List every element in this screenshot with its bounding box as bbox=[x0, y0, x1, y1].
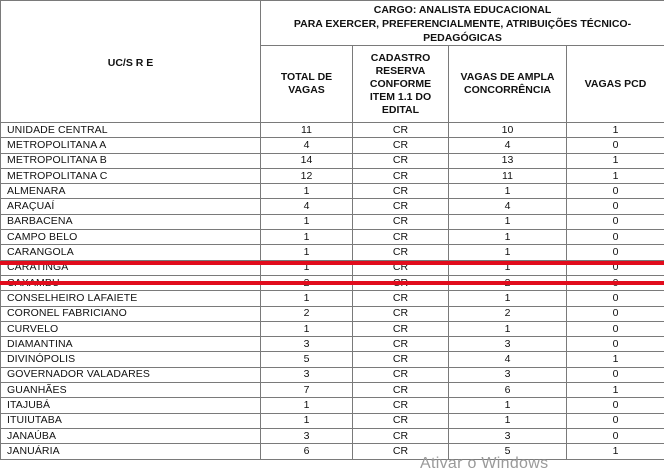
ampla-concorrencia-cell: 1 bbox=[449, 321, 567, 336]
total-vagas-cell: 2 bbox=[261, 275, 353, 290]
vagas-pcd-cell: 0 bbox=[567, 428, 664, 443]
vagas-pcd-cell: 0 bbox=[567, 367, 664, 382]
cadastro-reserva-cell: CR bbox=[353, 245, 449, 260]
cadastro-reserva-cell: CR bbox=[353, 428, 449, 443]
table-row bbox=[1, 428, 664, 443]
table-row bbox=[1, 275, 664, 290]
table-row bbox=[1, 138, 664, 153]
total-vagas-cell: 3 bbox=[261, 428, 353, 443]
cadastro-reserva-cell: CR bbox=[353, 275, 449, 290]
vagas-pcd-cell: 0 bbox=[567, 275, 664, 290]
total-vagas-cell: 2 bbox=[261, 306, 353, 321]
cargo-header bbox=[261, 1, 664, 46]
unit-name-cell: CURVELO bbox=[1, 321, 261, 336]
total-vagas-cell: 12 bbox=[261, 168, 353, 183]
unit-name-cell: GUANHÃES bbox=[1, 383, 261, 398]
cadastro-reserva-cell: CR bbox=[353, 383, 449, 398]
ampla-concorrencia-cell: 4 bbox=[449, 199, 567, 214]
unit-name-cell: METROPOLITANA B bbox=[1, 153, 261, 168]
ampla-concorrencia-cell: 1 bbox=[449, 413, 567, 428]
cadastro-reserva-cell: CR bbox=[353, 123, 449, 138]
cadastro-reserva-cell: CR bbox=[353, 184, 449, 199]
cadastro-reserva-header: CADASTRO RESERVA CONFORME ITEM 1.1 DO EDITAL bbox=[353, 46, 449, 123]
ampla-concorrencia-cell: 6 bbox=[449, 383, 567, 398]
cadastro-reserva-cell: CR bbox=[353, 413, 449, 428]
ampla-concorrencia-cell: 2 bbox=[449, 275, 567, 290]
ampla-concorrencia-cell: 1 bbox=[449, 230, 567, 245]
table-row bbox=[1, 184, 664, 199]
cadastro-reserva-cell: CR bbox=[353, 367, 449, 382]
table-row bbox=[1, 123, 664, 138]
total-vagas-cell: 7 bbox=[261, 383, 353, 398]
unit-name-cell: ALMENARA bbox=[1, 184, 261, 199]
cadastro-reserva-cell: CR bbox=[353, 168, 449, 183]
unit-name-cell: METROPOLITANA A bbox=[1, 138, 261, 153]
unit-name-cell: DIVINÓPOLIS bbox=[1, 352, 261, 367]
ampla-concorrencia-header: VAGAS DE AMPLA CONCORRÊNCIA bbox=[449, 46, 567, 123]
unit-name-cell: CAXAMBU bbox=[1, 275, 261, 290]
total-vagas-cell: 5 bbox=[261, 352, 353, 367]
table-row bbox=[1, 444, 664, 459]
table-body bbox=[1, 123, 664, 460]
vagas-pcd-cell: 0 bbox=[567, 230, 664, 245]
unit-name-cell: METROPOLITANA C bbox=[1, 168, 261, 183]
ampla-concorrencia-cell: 4 bbox=[449, 352, 567, 367]
total-vagas-cell: 3 bbox=[261, 337, 353, 352]
table-row bbox=[1, 291, 664, 306]
cadastro-reserva-cell: CR bbox=[353, 444, 449, 459]
table-row bbox=[1, 306, 664, 321]
table-row bbox=[1, 245, 664, 260]
unit-name-cell: CORONEL FABRICIANO bbox=[1, 306, 261, 321]
vagas-pcd-cell: 0 bbox=[567, 337, 664, 352]
total-vagas-cell: 1 bbox=[261, 413, 353, 428]
table-row bbox=[1, 168, 664, 183]
vagas-pcd-cell: 0 bbox=[567, 199, 664, 214]
vagas-pcd-cell: 0 bbox=[567, 321, 664, 336]
cadastro-reserva-cell: CR bbox=[353, 352, 449, 367]
total-vagas-cell: 6 bbox=[261, 444, 353, 459]
total-vagas-cell: 1 bbox=[261, 184, 353, 199]
cadastro-reserva-cell: CR bbox=[353, 214, 449, 229]
vagas-pcd-cell: 1 bbox=[567, 153, 664, 168]
unit-name-cell: BARBACENA bbox=[1, 214, 261, 229]
windows-activation-watermark: Ativar o Windows bbox=[420, 455, 548, 473]
table-row bbox=[1, 260, 664, 275]
total-vagas-cell: 1 bbox=[261, 321, 353, 336]
vagas-pcd-cell: 0 bbox=[567, 398, 664, 413]
total-vagas-cell: 1 bbox=[261, 291, 353, 306]
table-row bbox=[1, 337, 664, 352]
ampla-concorrencia-cell: 5 bbox=[449, 444, 567, 459]
vagas-pcd-cell: 0 bbox=[567, 245, 664, 260]
table-row bbox=[1, 199, 664, 214]
unit-name-cell: CONSELHEIRO LAFAIETE bbox=[1, 291, 261, 306]
vagas-pcd-cell: 0 bbox=[567, 184, 664, 199]
unit-name-cell: UNIDADE CENTRAL bbox=[1, 123, 261, 138]
vagas-pcd-cell: 1 bbox=[567, 352, 664, 367]
total-vagas-cell: 1 bbox=[261, 245, 353, 260]
ampla-concorrencia-cell: 3 bbox=[449, 428, 567, 443]
vagas-pcd-cell: 1 bbox=[567, 383, 664, 398]
vagas-pcd-cell: 1 bbox=[567, 168, 664, 183]
ampla-concorrencia-cell: 2 bbox=[449, 306, 567, 321]
cargo-subtitle-2: PEDAGÓGICAS bbox=[423, 32, 502, 44]
table-row bbox=[1, 352, 664, 367]
ampla-concorrencia-cell: 10 bbox=[449, 123, 567, 138]
total-vagas-cell: 4 bbox=[261, 138, 353, 153]
total-vagas-cell: 11 bbox=[261, 123, 353, 138]
table-row bbox=[1, 321, 664, 336]
cadastro-reserva-cell: CR bbox=[353, 230, 449, 245]
total-vagas-header: TOTAL DE VAGAS bbox=[261, 46, 353, 123]
table-row bbox=[1, 398, 664, 413]
unit-name-cell: ITAJUBÁ bbox=[1, 398, 261, 413]
vagas-pcd-cell: 0 bbox=[567, 413, 664, 428]
total-vagas-cell: 4 bbox=[261, 199, 353, 214]
vagas-pcd-cell: 0 bbox=[567, 138, 664, 153]
table-row bbox=[1, 153, 664, 168]
table-row bbox=[1, 383, 664, 398]
unit-name-cell: CARANGOLA bbox=[1, 245, 261, 260]
total-vagas-cell: 14 bbox=[261, 153, 353, 168]
cadastro-reserva-cell: CR bbox=[353, 138, 449, 153]
vagas-pcd-cell: 1 bbox=[567, 123, 664, 138]
ampla-concorrencia-cell: 11 bbox=[449, 168, 567, 183]
cadastro-reserva-cell: CR bbox=[353, 306, 449, 321]
ampla-concorrencia-cell: 1 bbox=[449, 260, 567, 275]
cadastro-reserva-cell: CR bbox=[353, 337, 449, 352]
ampla-concorrencia-cell: 1 bbox=[449, 184, 567, 199]
total-vagas-cell: 1 bbox=[261, 230, 353, 245]
total-vagas-cell: 1 bbox=[261, 260, 353, 275]
total-vagas-cell: 1 bbox=[261, 398, 353, 413]
cadastro-reserva-cell: CR bbox=[353, 153, 449, 168]
cargo-subtitle-1: PARA EXERCER, PREFERENCIALMENTE, ATRIBUIÇÕES TÉCNICO- bbox=[294, 18, 631, 30]
cadastro-reserva-cell: CR bbox=[353, 321, 449, 336]
table-row bbox=[1, 214, 664, 229]
ampla-concorrencia-cell: 1 bbox=[449, 214, 567, 229]
cadastro-reserva-cell: CR bbox=[353, 199, 449, 214]
table-row bbox=[1, 413, 664, 428]
ampla-concorrencia-cell: 13 bbox=[449, 153, 567, 168]
vagas-pcd-cell: 1 bbox=[567, 444, 664, 459]
unit-name-cell: JANUÁRIA bbox=[1, 444, 261, 459]
total-vagas-cell: 3 bbox=[261, 367, 353, 382]
uc-sre-header: UC/S R E bbox=[1, 1, 261, 123]
unit-name-cell: CARATINGA bbox=[1, 260, 261, 275]
vagas-pcd-header: VAGAS PCD bbox=[567, 46, 664, 123]
ampla-concorrencia-cell: 3 bbox=[449, 367, 567, 382]
vagas-pcd-cell: 0 bbox=[567, 260, 664, 275]
vagas-pcd-cell: 0 bbox=[567, 214, 664, 229]
cadastro-reserva-cell: CR bbox=[353, 260, 449, 275]
total-vagas-cell: 1 bbox=[261, 214, 353, 229]
unit-name-cell: GOVERNADOR VALADARES bbox=[1, 367, 261, 382]
unit-name-cell: CAMPO BELO bbox=[1, 230, 261, 245]
ampla-concorrencia-cell: 1 bbox=[449, 291, 567, 306]
unit-name-cell: DIAMANTINA bbox=[1, 337, 261, 352]
ampla-concorrencia-cell: 1 bbox=[449, 245, 567, 260]
unit-name-cell: ITUIUTABA bbox=[1, 413, 261, 428]
cadastro-reserva-cell: CR bbox=[353, 398, 449, 413]
ampla-concorrencia-cell: 3 bbox=[449, 337, 567, 352]
unit-name-cell: JANAÚBA bbox=[1, 428, 261, 443]
ampla-concorrencia-cell: 1 bbox=[449, 398, 567, 413]
vagas-pcd-cell: 0 bbox=[567, 291, 664, 306]
table-row bbox=[1, 367, 664, 382]
table-row bbox=[1, 230, 664, 245]
vagas-pcd-cell: 0 bbox=[567, 306, 664, 321]
cargo-title: CARGO: ANALISTA EDUCACIONAL bbox=[374, 4, 552, 16]
ampla-concorrencia-cell: 4 bbox=[449, 138, 567, 153]
cadastro-reserva-cell: CR bbox=[353, 291, 449, 306]
unit-name-cell: ARAÇUAÍ bbox=[1, 199, 261, 214]
